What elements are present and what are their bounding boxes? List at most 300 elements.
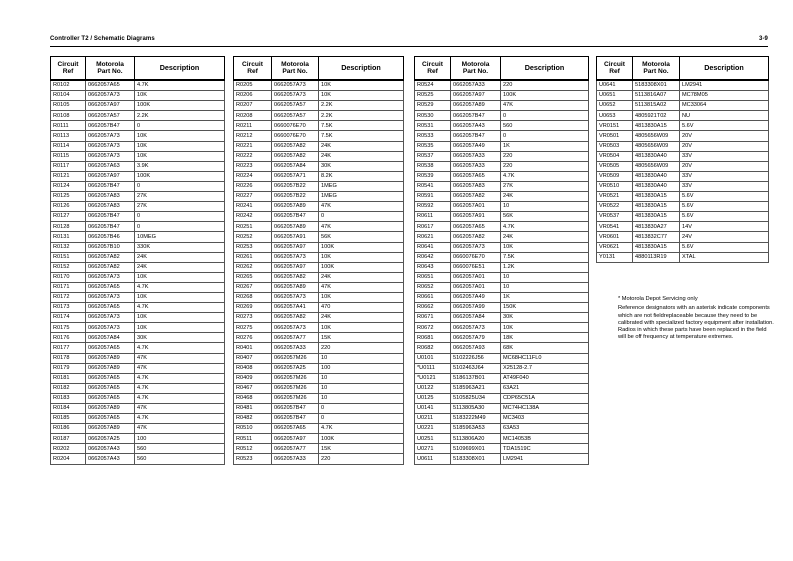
part-number-cell: 5186137B01 xyxy=(451,373,501,383)
description-header: Description xyxy=(680,57,769,81)
description-cell: 1K xyxy=(501,141,589,151)
description-cell: 0 xyxy=(135,212,225,222)
table-header xyxy=(415,57,589,81)
circuit-ref-cell: R0611 xyxy=(415,212,451,222)
table-row xyxy=(234,313,404,323)
part-number-cell: 5183308X01 xyxy=(451,454,501,464)
circuit-ref-cell: R0172 xyxy=(51,292,86,302)
part-number-cell: 0662057A73 xyxy=(451,323,501,333)
description-cell: 27K xyxy=(135,202,225,212)
circuit-ref-cell: R0408 xyxy=(234,363,272,373)
description-cell: 220 xyxy=(319,343,404,353)
description-cell: LM2941 xyxy=(680,80,769,91)
description-cell: 100K xyxy=(319,242,404,252)
part-number-cell: 0662057A73 xyxy=(86,131,135,141)
table-row xyxy=(415,232,589,242)
table-row xyxy=(51,393,225,403)
table-row xyxy=(597,242,769,252)
table-body xyxy=(51,80,225,464)
table-row xyxy=(415,252,589,262)
circuit-ref-header-line: Circuit xyxy=(604,60,625,68)
part-number-cell: 0662057A73 xyxy=(86,141,135,151)
circuit-ref-cell: R0176 xyxy=(51,333,86,343)
table-row xyxy=(415,242,589,252)
table-row xyxy=(51,373,225,383)
description-cell: 24K xyxy=(501,232,589,242)
table-row xyxy=(597,181,769,191)
part-number-cell: 4813830A15 xyxy=(633,202,680,212)
circuit-ref-cell: R0267 xyxy=(234,282,272,292)
description-cell: 7.5K xyxy=(501,252,589,262)
table-row xyxy=(234,101,404,111)
description-cell: 47K xyxy=(135,353,225,363)
table-row xyxy=(415,303,589,313)
table-row xyxy=(51,303,225,313)
description-cell: 56K xyxy=(501,212,589,222)
part-number-cell: 0662057A77 xyxy=(272,333,319,343)
part-number-header-line: Motorola xyxy=(642,60,670,68)
description-cell: 33V xyxy=(680,151,769,161)
part-number-header-line: Part No. xyxy=(97,68,123,75)
table-row xyxy=(234,414,404,424)
part-number-cell: 4813830A27 xyxy=(633,222,680,232)
table-row xyxy=(597,101,769,111)
table-row xyxy=(234,434,404,444)
circuit-ref-cell: R0108 xyxy=(51,111,86,121)
part-number-cell: 0662057A82 xyxy=(86,262,135,272)
circuit-ref-cell: R0482 xyxy=(234,414,272,424)
part-number-cell: 0662057A43 xyxy=(86,454,135,464)
part-number-cell: 0662057A33 xyxy=(451,161,501,171)
description-cell: 220 xyxy=(319,454,404,464)
table-row xyxy=(51,404,225,414)
description-cell: 2.2K xyxy=(135,111,225,121)
part-number-cell: 0662057A97 xyxy=(451,91,501,101)
table-row xyxy=(415,212,589,222)
part-number-cell: 0662057B47 xyxy=(272,404,319,414)
circuit-ref-cell: R0131 xyxy=(51,232,86,242)
table-row xyxy=(51,101,225,111)
circuit-ref-header-line: Circuit xyxy=(242,60,263,68)
circuit-ref-cell: R0183 xyxy=(51,393,86,403)
part-number-cell: 0662057B47 xyxy=(86,222,135,232)
table-row xyxy=(234,111,404,121)
description-cell: 560 xyxy=(135,444,225,454)
table-row xyxy=(597,80,769,91)
table-row xyxy=(415,80,589,91)
circuit-ref-cell: R0202 xyxy=(51,444,86,454)
part-number-cell: 0662057M26 xyxy=(272,393,319,403)
description-cell: 10 xyxy=(319,353,404,363)
description-cell: 100K xyxy=(501,91,589,101)
part-number-cell: 0662057A33 xyxy=(451,151,501,161)
circuit-ref-cell: U0651 xyxy=(597,91,633,101)
part-number-cell: 5102226J56 xyxy=(451,353,501,363)
circuit-ref-cell: R0467 xyxy=(234,383,272,393)
table-row xyxy=(51,323,225,333)
header-title: Controller T2 / Schematic Diagrams xyxy=(50,36,155,42)
circuit-ref-cell: R0132 xyxy=(51,242,86,252)
description-cell: 470 xyxy=(319,303,404,313)
circuit-ref-cell: R0539 xyxy=(415,171,451,181)
description-cell: MC33064 xyxy=(680,101,769,111)
circuit-ref-cell: R0186 xyxy=(51,424,86,434)
part-number-cell: 0662057A82 xyxy=(451,192,501,202)
circuit-ref-cell: R0113 xyxy=(51,131,86,141)
description-cell: 33V xyxy=(680,181,769,191)
description-cell: 10MEG xyxy=(135,232,225,242)
part-number-cell: 0662057A65 xyxy=(451,171,501,181)
description-cell: 5.6V xyxy=(680,212,769,222)
circuit-ref-cell: R0121 xyxy=(51,171,86,181)
description-cell: 4.7K xyxy=(135,383,225,393)
table-row xyxy=(415,292,589,302)
part-number-cell: 0662057A82 xyxy=(451,232,501,242)
table-row xyxy=(415,131,589,141)
description-cell: MC74HC138A xyxy=(501,404,589,414)
part-number-header-line: Part No. xyxy=(282,68,308,75)
table-row xyxy=(51,353,225,363)
table-header xyxy=(597,57,769,81)
description-cell: 220 xyxy=(501,161,589,171)
circuit-ref-cell: R0151 xyxy=(51,252,86,262)
table-row xyxy=(597,151,769,161)
table-row xyxy=(234,333,404,343)
part-number-cell: 0662057A65 xyxy=(86,282,135,292)
part-number-cell: 0662057A33 xyxy=(451,80,501,91)
circuit-ref-cell: R0510 xyxy=(234,424,272,434)
circuit-ref-cell: VR0521 xyxy=(597,192,633,202)
part-number-cell: 0662057B47 xyxy=(451,131,501,141)
circuit-ref-cell: R0127 xyxy=(51,212,86,222)
table-row xyxy=(415,262,589,272)
description-cell: 4.7K xyxy=(501,171,589,181)
table-row xyxy=(51,212,225,222)
description-cell: 0 xyxy=(319,414,404,424)
description-cell: 10K xyxy=(319,323,404,333)
circuit-ref-cell: R0105 xyxy=(51,101,86,111)
description-cell: 560 xyxy=(135,454,225,464)
part-number-cell: 0662057A82 xyxy=(272,313,319,323)
table-row xyxy=(415,91,589,101)
table-row xyxy=(51,292,225,302)
description-cell: XTAL xyxy=(680,252,769,262)
table-row xyxy=(234,222,404,232)
description-cell: 24K xyxy=(319,141,404,151)
table-row xyxy=(415,272,589,282)
part-number-cell: 0662057B46 xyxy=(86,232,135,242)
circuit-ref-cell: R0529 xyxy=(415,101,451,111)
part-number-cell: 0662057A89 xyxy=(451,101,501,111)
part-number-header xyxy=(86,57,135,81)
table-row xyxy=(234,141,404,151)
part-number-cell: 0662057A73 xyxy=(86,91,135,101)
table-row xyxy=(415,111,589,121)
part-number-cell: 0662057A89 xyxy=(86,424,135,434)
circuit-ref-cell: R0223 xyxy=(234,161,272,171)
description-cell: 10K xyxy=(319,91,404,101)
circuit-ref-header xyxy=(415,57,451,81)
part-number-cell: 0662057A82 xyxy=(272,141,319,151)
table-row xyxy=(234,121,404,131)
circuit-ref-cell: R0621 xyxy=(415,232,451,242)
description-cell: 30K xyxy=(319,161,404,171)
part-number-cell: 0662057A57 xyxy=(86,111,135,121)
part-number-cell: 0662057A25 xyxy=(272,363,319,373)
part-number-cell: 0662057B47 xyxy=(86,212,135,222)
description-cell: 30K xyxy=(135,333,225,343)
table-row xyxy=(234,91,404,101)
table-row xyxy=(234,212,404,222)
part-number-cell: 0662057A49 xyxy=(451,141,501,151)
part-number-header-line: Motorola xyxy=(96,60,124,68)
description-cell: TDA1519C xyxy=(501,444,589,454)
part-number-cell: 0662057A99 xyxy=(451,303,501,313)
circuit-ref-cell: R0525 xyxy=(415,91,451,101)
description-cell: 10K xyxy=(135,141,225,151)
circuit-ref-cell: *U0111 xyxy=(415,363,451,373)
part-number-cell: 0662057A82 xyxy=(272,151,319,161)
table-row xyxy=(234,363,404,373)
part-number-cell: 0660076E70 xyxy=(451,252,501,262)
circuit-ref-cell: R0523 xyxy=(234,454,272,464)
circuit-ref-cell: VR0505 xyxy=(597,161,633,171)
circuit-ref-cell: VR0537 xyxy=(597,212,633,222)
description-cell: 68K xyxy=(501,343,589,353)
description-cell: 18K xyxy=(501,333,589,343)
description-cell: 1.2K xyxy=(501,262,589,272)
table-row xyxy=(597,141,769,151)
part-number-cell: 0662057A97 xyxy=(272,242,319,252)
header-rule xyxy=(50,46,768,47)
header-row xyxy=(415,57,589,81)
description-cell: 20V xyxy=(680,161,769,171)
description-cell: LM2941 xyxy=(501,454,589,464)
page-number: 3-9 xyxy=(759,36,768,42)
circuit-ref-cell: R0251 xyxy=(234,222,272,232)
part-number-cell: 0662057A73 xyxy=(86,151,135,161)
table-row xyxy=(234,444,404,454)
description-cell: 1K xyxy=(501,292,589,302)
table-row xyxy=(234,343,404,353)
table-row xyxy=(597,222,769,232)
part-number-cell: 0662057B47 xyxy=(86,121,135,131)
description-cell: 0 xyxy=(319,404,404,414)
circuit-ref-header-line: Circuit xyxy=(57,60,79,68)
table-row xyxy=(234,252,404,262)
description-cell: 30K xyxy=(501,313,589,323)
table-row xyxy=(234,272,404,282)
table-row xyxy=(415,151,589,161)
circuit-ref-cell: Y0131 xyxy=(597,252,633,262)
part-number-cell: 0662057A65 xyxy=(86,414,135,424)
table-row xyxy=(51,161,225,171)
circuit-ref-cell: R0184 xyxy=(51,404,86,414)
circuit-ref-cell: R0617 xyxy=(415,222,451,232)
part-number-cell: 0662057A97 xyxy=(86,171,135,181)
description-cell: 150K xyxy=(501,303,589,313)
table-row xyxy=(415,222,589,232)
part-number-cell: 5185963A21 xyxy=(451,383,501,393)
circuit-ref-cell: R0173 xyxy=(51,303,86,313)
part-number-header-line: Part No. xyxy=(643,68,669,75)
part-number-cell: 0662057A25 xyxy=(86,434,135,444)
description-header: Description xyxy=(501,57,589,81)
part-number-cell: 0662057A91 xyxy=(272,232,319,242)
part-number-cell: 4805656W09 xyxy=(633,141,680,151)
circuit-ref-cell: R0227 xyxy=(234,192,272,202)
table-row xyxy=(415,202,589,212)
description-cell: MC3403 xyxy=(501,414,589,424)
part-number-cell: 5113805A30 xyxy=(451,404,501,414)
table-body xyxy=(415,80,589,464)
part-number-cell: 5183308X01 xyxy=(633,80,680,91)
description-cell: 5.6V xyxy=(680,121,769,131)
circuit-ref-cell: R0125 xyxy=(51,192,86,202)
table-row xyxy=(51,151,225,161)
description-cell: 33V xyxy=(680,171,769,181)
table-row xyxy=(51,91,225,101)
description-cell: 47K xyxy=(319,282,404,292)
part-number-cell: 0662057A73 xyxy=(86,313,135,323)
table-row xyxy=(415,363,589,373)
part-number-header-line: Motorola xyxy=(281,60,309,68)
description-cell: 100 xyxy=(135,434,225,444)
table-row xyxy=(51,131,225,141)
table-row xyxy=(597,131,769,141)
table-row xyxy=(415,333,589,343)
description-cell: 7.5K xyxy=(319,131,404,141)
part-number-cell: 5113815A02 xyxy=(633,101,680,111)
description-cell: 560 xyxy=(501,121,589,131)
circuit-ref-cell: R0530 xyxy=(415,111,451,121)
circuit-ref-cell: R0643 xyxy=(415,262,451,272)
circuit-ref-cell: VR0541 xyxy=(597,222,633,232)
part-number-header-line: Part No. xyxy=(462,68,489,75)
description-cell: 10 xyxy=(501,272,589,282)
table-row xyxy=(234,181,404,191)
circuit-ref-cell: R0174 xyxy=(51,313,86,323)
circuit-ref-cell: VR0504 xyxy=(597,151,633,161)
table-row xyxy=(415,373,589,383)
table-row xyxy=(51,242,225,252)
table-row xyxy=(234,404,404,414)
table-row xyxy=(415,393,589,403)
description-cell: 100K xyxy=(319,262,404,272)
table-row xyxy=(415,353,589,363)
description-cell: 4.7K xyxy=(501,222,589,232)
circuit-ref-cell: R0212 xyxy=(234,131,272,141)
circuit-ref-cell: R0681 xyxy=(415,333,451,343)
part-number-cell: 0662057A83 xyxy=(451,181,501,191)
part-number-cell: 0662057A77 xyxy=(272,444,319,454)
part-number-header xyxy=(272,57,319,81)
description-cell: 10K xyxy=(135,323,225,333)
description-cell: 100K xyxy=(135,171,225,181)
circuit-ref-cell: R0533 xyxy=(415,131,451,141)
circuit-ref-cell: *U0121 xyxy=(415,373,451,383)
circuit-ref-cell: R0114 xyxy=(51,141,86,151)
description-cell: MC14053B xyxy=(501,434,589,444)
circuit-ref-cell: R0187 xyxy=(51,434,86,444)
part-number-cell: 5113806A20 xyxy=(451,434,501,444)
circuit-ref-cell: U0141 xyxy=(415,404,451,414)
table-row xyxy=(415,282,589,292)
circuit-ref-cell: R0104 xyxy=(51,91,86,101)
table-row xyxy=(51,202,225,212)
part-number-cell: 0662057A89 xyxy=(272,202,319,212)
description-cell: AT49F040 xyxy=(501,373,589,383)
description-cell: 47K xyxy=(319,222,404,232)
description-cell: X25128-2.7 xyxy=(501,363,589,373)
circuit-ref-cell: VR0151 xyxy=(597,121,633,131)
circuit-ref-cell: R0208 xyxy=(234,111,272,121)
part-number-cell: 0662057A33 xyxy=(272,454,319,464)
circuit-ref-cell: R0211 xyxy=(234,121,272,131)
circuit-ref-header-line: Ref xyxy=(62,68,74,75)
part-number-cell: 0662057A01 xyxy=(451,272,501,282)
table-row xyxy=(415,383,589,393)
circuit-ref-cell: R0275 xyxy=(234,323,272,333)
part-number-cell: 0662057A73 xyxy=(272,292,319,302)
circuit-ref-cell: R0262 xyxy=(234,262,272,272)
description-cell: 47K xyxy=(501,101,589,111)
circuit-ref-cell: R0253 xyxy=(234,242,272,252)
description-cell: 4.7K xyxy=(135,414,225,424)
description-cell: 10K xyxy=(501,323,589,333)
circuit-ref-cell: R0662 xyxy=(415,303,451,313)
table-row xyxy=(51,454,225,464)
table-row xyxy=(597,202,769,212)
table-row xyxy=(234,383,404,393)
parts-table-2 xyxy=(233,56,404,465)
table-row xyxy=(51,111,225,121)
circuit-ref-cell: U0122 xyxy=(415,383,451,393)
description-cell: CDP65C51A xyxy=(501,393,589,403)
circuit-ref-cell: R0401 xyxy=(234,343,272,353)
table-row xyxy=(51,222,225,232)
part-number-cell: 0662057A73 xyxy=(272,252,319,262)
description-cell: 220 xyxy=(501,80,589,91)
description-cell: MC78M05 xyxy=(680,91,769,101)
part-number-cell: 0662057A89 xyxy=(272,222,319,232)
circuit-ref-header xyxy=(234,57,272,81)
part-number-cell: 0662057A43 xyxy=(451,121,501,131)
part-number-header-line: Motorola xyxy=(461,60,490,68)
description-cell: 63A21 xyxy=(501,383,589,393)
circuit-ref-cell: R0185 xyxy=(51,414,86,424)
description-cell: 10 xyxy=(319,393,404,403)
circuit-ref-cell: U0221 xyxy=(415,424,451,434)
part-number-cell: 0662057A33 xyxy=(272,343,319,353)
table-row xyxy=(51,282,225,292)
part-number-cell: 5113816A07 xyxy=(633,91,680,101)
description-cell: 47K xyxy=(135,424,225,434)
description-cell: 10K xyxy=(135,151,225,161)
circuit-ref-cell: R0481 xyxy=(234,404,272,414)
part-number-cell: 5185963A53 xyxy=(451,424,501,434)
part-number-cell: 0662057A97 xyxy=(272,434,319,444)
circuit-ref-cell: R0175 xyxy=(51,323,86,333)
part-number-cell: 5183222M49 xyxy=(451,414,501,424)
description-cell: 47K xyxy=(319,202,404,212)
part-number-cell: 4813830A15 xyxy=(633,192,680,202)
circuit-ref-cell: VR0510 xyxy=(597,181,633,191)
table-row xyxy=(234,282,404,292)
part-number-cell: 0662057B47 xyxy=(451,111,501,121)
circuit-ref-cell: U0211 xyxy=(415,414,451,424)
table-row xyxy=(415,161,589,171)
